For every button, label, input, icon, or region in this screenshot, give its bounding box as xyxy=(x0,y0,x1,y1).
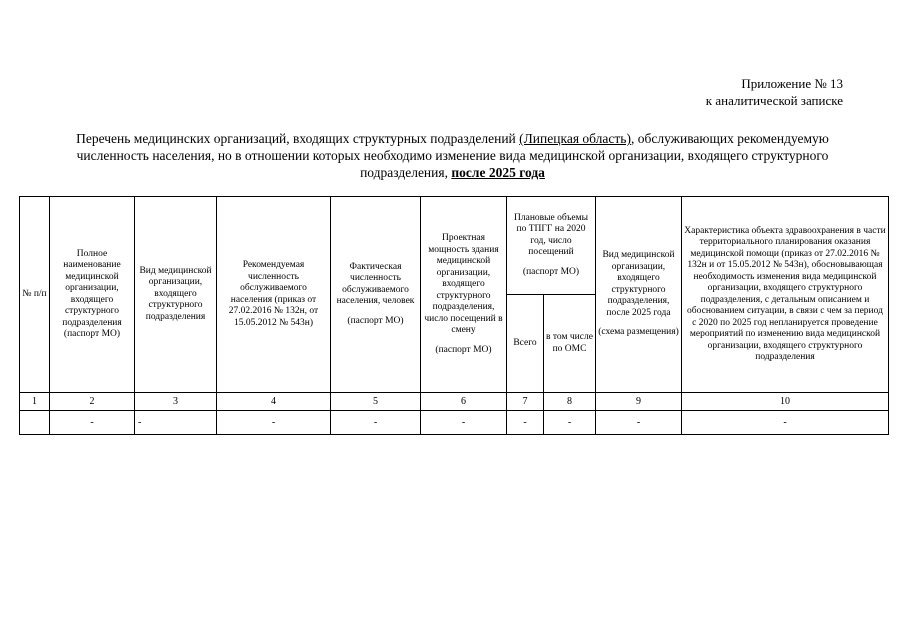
title-region: (Липецкая область) xyxy=(519,131,631,146)
table-row xyxy=(20,411,889,435)
header-col-7-8-group xyxy=(507,197,596,295)
header-col-7-8-note: (паспорт МО) xyxy=(522,266,580,277)
table-cell: - xyxy=(421,411,507,435)
column-number-row xyxy=(20,393,889,411)
header-col-9 xyxy=(596,197,682,393)
column-number: 8 xyxy=(544,393,596,411)
document-title xyxy=(40,130,865,181)
table-cell: - xyxy=(682,411,889,435)
header-row-1 xyxy=(20,197,889,295)
table-cell: - xyxy=(596,411,682,435)
appendix-reference: к аналитической записке xyxy=(705,93,843,108)
header-col-7: Всего xyxy=(507,295,544,393)
title-period: после 2025 года xyxy=(451,165,545,180)
header-col-6-note: (паспорт МО) xyxy=(435,344,492,355)
column-number: 3 xyxy=(135,393,217,411)
header-col-6 xyxy=(421,197,507,393)
table-cell: - xyxy=(544,411,596,435)
header-col-8: в том числе по ОМС xyxy=(544,295,596,393)
table-cell: - xyxy=(135,411,217,435)
header-col-4: Рекомендуемая численность обслуживаемого населения (приказ от 27.02.2016 № 132н, от 15.05.2012 № 543н) xyxy=(217,197,331,393)
header-col-9-text: Вид медицинской организации, входящего структурного подразделения, после 2025 года xyxy=(602,250,675,318)
table-cell: - xyxy=(507,411,544,435)
header-col-1: № п/п xyxy=(20,197,50,393)
organizations-table xyxy=(19,196,889,435)
table-cell xyxy=(20,411,50,435)
header-col-5 xyxy=(331,197,421,393)
header-col-5-text: Фактическая численность обслуживаемого населения, человек xyxy=(336,261,415,307)
column-number: 1 xyxy=(20,393,50,411)
header-col-5-note: (паспорт МО) xyxy=(347,315,404,326)
column-number: 4 xyxy=(217,393,331,411)
column-number: 6 xyxy=(421,393,507,411)
table-cell: - xyxy=(50,411,135,435)
column-number: 9 xyxy=(596,393,682,411)
header-col-7-8-text: Плановые объемы по ТПГГ на 2020 год, число посещений xyxy=(514,212,588,258)
table-cell: - xyxy=(217,411,331,435)
table-cell: - xyxy=(331,411,421,435)
column-number: 2 xyxy=(50,393,135,411)
appendix-number: Приложение № 13 xyxy=(741,76,843,91)
header-col-6-text: Проектная мощность здания медицинской организации, входящего структурного подразделения, число посещений в смену xyxy=(424,233,503,335)
header-col-2: Полное наименование медицинской организации, входящего структурного подразделения (паспорт МО) xyxy=(50,197,135,393)
title-part1: Перечень медицинских организаций, входящих структурных подразделений xyxy=(76,131,516,146)
header-col-3: Вид медицинской организации, входящего структурного подразделения xyxy=(135,197,217,393)
header-col-9-note: (схема размещения) xyxy=(598,327,679,338)
header-col-10: Характеристика объекта здравоохранения в части территориального планирования оказания медицинской помощи (приказ от 27.02.2016 № 132н и от 15.05.2012 № 543н), обосновывающая необходимость изменения вида медицинской организации, входящего структурного подразделения, с детальным описанием и обоснованием ситуации, в связи с чем за период с 2020 по 2025 год непланируется проведение мероприятий по изменению вида медицинской организации, входящего структурного подразделения xyxy=(682,197,889,393)
column-number: 5 xyxy=(331,393,421,411)
column-number: 7 xyxy=(507,393,544,411)
title-part2: , обслуживающих рекомендуемую численность населения, но в отношении которых необходимо изменение вида медицинской организации, входящего структурного подразделения, xyxy=(76,131,829,180)
column-number: 10 xyxy=(682,393,889,411)
appendix-caption xyxy=(706,75,843,109)
